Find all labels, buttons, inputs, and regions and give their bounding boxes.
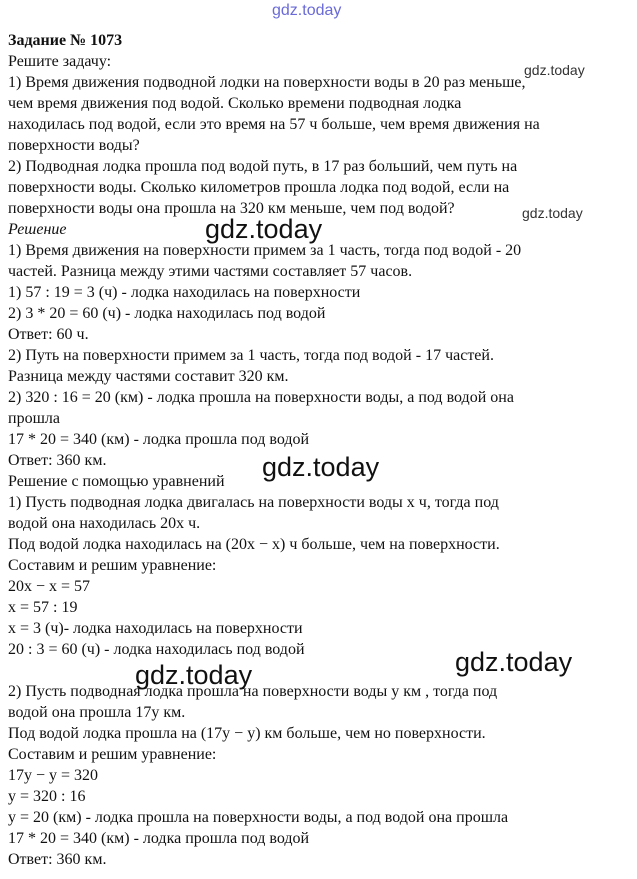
solution-2-line-1: 2) Путь на поверхности примем за 1 часть, тогда под водой - 17 частей. bbox=[8, 347, 494, 364]
problem-2-line-3: поверхности воды она прошла на 320 км меньше, чем под водой? bbox=[8, 200, 455, 217]
eq-2-line-4: Составим и решим уравнение: bbox=[8, 746, 217, 763]
watermark-large-4: gdz.today bbox=[135, 660, 253, 690]
solution-2-step-1-cont: прошла bbox=[8, 410, 60, 427]
eq-2-line-1: 2) Пусть подводная лодка прошла на поверхности воды y км , тогда под bbox=[8, 683, 498, 700]
eq-2-line-3: Под водой лодка прошла на (17y − y) км больше, чем но поверхности. bbox=[8, 725, 486, 742]
watermark-large-2: gdz.today bbox=[262, 452, 380, 482]
solution-1-line-1: 1) Время движения на поверхности примем за 1 часть, тогда под водой - 20 bbox=[8, 242, 522, 259]
solution-1-line-2: частей. Разница между этими частями составляет 57 часов. bbox=[8, 263, 413, 280]
problem-1-line-3: находилась под водой, если это время на 57 ч больше, чем время движения на bbox=[8, 116, 540, 133]
eq-2-step-3: 17 * 20 = 340 (км) - лодка прошла под водой bbox=[8, 830, 310, 847]
solution-1-step-1: 1) 57 : 19 = 3 (ч) - лодка находилась на поверхности bbox=[8, 284, 361, 301]
solution-heading: Решение bbox=[8, 221, 67, 238]
watermark-top: gdz.today bbox=[272, 2, 342, 19]
watermark-small-1: gdz.today bbox=[524, 62, 585, 78]
eq-1-line-3: Под водой лодка находилась на (20x − x) ч больше, чем на поверхности. bbox=[8, 536, 500, 553]
task-title: Задание № 1073 bbox=[8, 32, 123, 49]
solution-1-step-2: 2) 3 * 20 = 60 (ч) - лодка находилась под водой bbox=[8, 305, 326, 322]
watermark-small-2: gdz.today bbox=[522, 205, 583, 221]
eq-1-step-3: 20 : 3 = 60 (ч) - лодка находилась под водой bbox=[8, 641, 305, 658]
eq-1-line-2: водой она находилась 20x ч. bbox=[8, 515, 201, 532]
problem-1-line-2: чем время движения под водой. Сколько времени подводная лодка bbox=[8, 95, 462, 112]
eq-1-equation: 20x − x = 57 bbox=[8, 578, 91, 595]
answer-3: Ответ: 360 км. bbox=[8, 851, 107, 868]
eq-2-equation: 17y − y = 320 bbox=[8, 767, 99, 784]
eq-1-line-1: 1) Пусть подводная лодка двигалась на поверхности воды x ч, тогда под bbox=[8, 494, 499, 511]
solution-2-step-1: 2) 320 : 16 = 20 (км) - лодка прошла на поверхности воды, а под водой она bbox=[8, 389, 514, 406]
equation-solution-heading: Решение с помощью уравнений bbox=[8, 473, 225, 490]
eq-2-step-2: y = 20 (км) - лодка прошла на поверхности воды, а под водой она прошла bbox=[8, 809, 509, 826]
problem-2-line-2: поверхности воды. Сколько километров прошла лодка под водой, если на bbox=[8, 179, 510, 196]
watermark-large-1: gdz.today bbox=[205, 214, 323, 244]
answer-1: Ответ: 60 ч. bbox=[8, 326, 89, 343]
eq-1-step-2: x = 3 (ч)- лодка находилась на поверхности bbox=[8, 620, 303, 637]
eq-2-step-1: y = 320 : 16 bbox=[8, 788, 86, 805]
problem-1-line-1: 1) Время движения подводной лодки на поверхности воды в 20 раз меньше, bbox=[8, 74, 526, 91]
eq-2-line-2: водой она прошла 17y км. bbox=[8, 704, 186, 721]
answer-2: Ответ: 360 км. bbox=[8, 452, 107, 469]
eq-1-step-1: x = 57 : 19 bbox=[8, 599, 78, 616]
watermark-large-3: gdz.today bbox=[455, 647, 573, 677]
eq-1-line-4: Составим и решим уравнение: bbox=[8, 557, 217, 574]
task-instruction: Решите задачу: bbox=[8, 53, 112, 70]
problem-2-line-1: 2) Подводная лодка прошла под водой путь, в 17 раз больший, чем путь на bbox=[8, 158, 518, 175]
problem-1-line-4: поверхности воды? bbox=[8, 137, 140, 154]
solution-2-line-2: Разница между частями составит 320 км. bbox=[8, 368, 289, 385]
solution-2-step-2: 17 * 20 = 340 (км) - лодка прошла под водой bbox=[8, 431, 310, 448]
